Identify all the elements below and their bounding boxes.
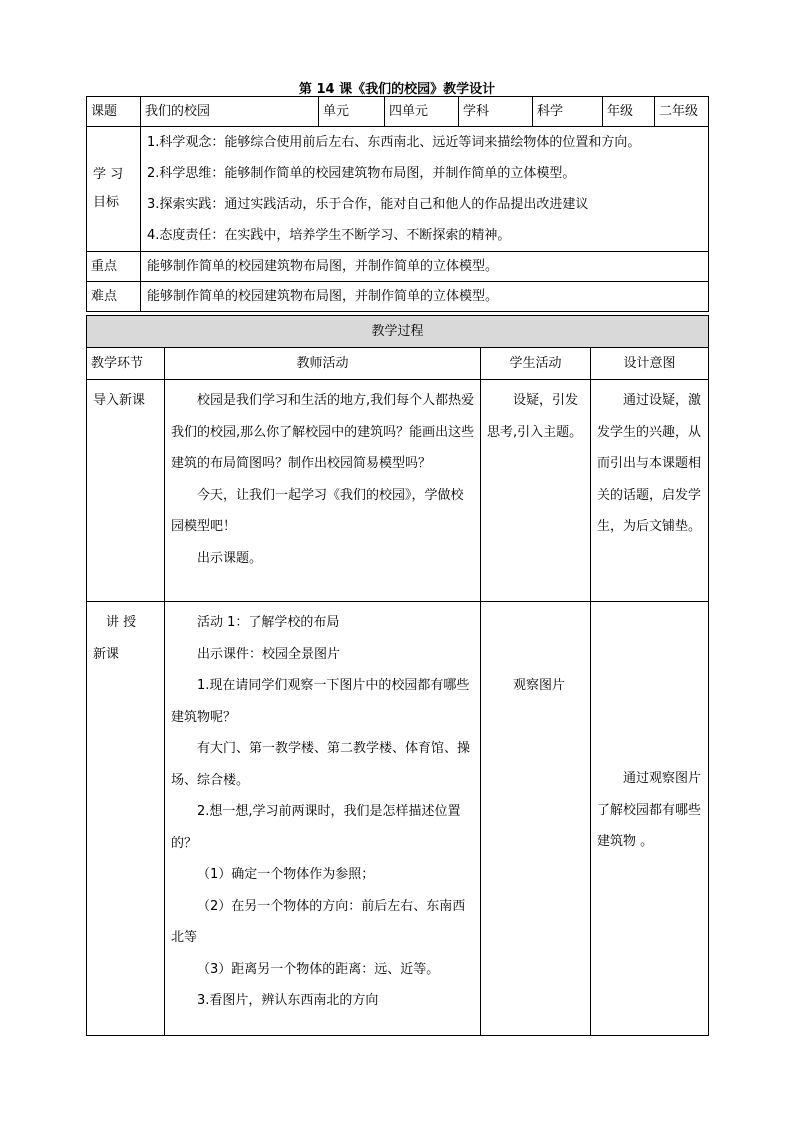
intro-design-intent: [591, 380, 709, 602]
key-point-value: 能够制作简单的校园建筑物布局图，并制作简单的立体模型。: [141, 252, 709, 282]
intro-student-activity: [481, 380, 591, 602]
goals-label: [87, 127, 141, 252]
lesson-answer-1: 有大门、第一教学楼、第二教学楼、体育馆、操场、综合楼。: [171, 741, 471, 788]
document-title: 第 14 课《我们的校园》教学设计: [298, 82, 496, 97]
difficulty-value: 能够制作简单的校园建筑物布局图，并制作简单的立体模型。: [141, 282, 709, 312]
lesson-intent-text: 通过观察图片了解校园都有哪些建筑物 。: [597, 771, 702, 849]
process-header-row: [87, 316, 709, 348]
col-intent-header: 设计意图: [591, 348, 709, 380]
lesson-question-2: 2.想一想,学习前两课时，我们是怎样描述位置的？: [171, 804, 461, 851]
grade-label: 年级: [603, 97, 655, 127]
topic-value: 我们的校园: [141, 97, 319, 127]
lesson-step-1: （1）确定一个物体作为参照；: [197, 867, 375, 882]
intro-teacher-paragraph: 今天，让我们一起学习《我们的校园》，学做校园模型吧！: [171, 487, 464, 534]
lesson-question-3: 3.看图片，辨认东西南北的方向: [197, 993, 379, 1008]
lesson-step-2: （2）在另一个物体的方向：前后左右、东南西北等: [171, 898, 466, 945]
goal-item: 2.科学思维：能够制作简单的校园建筑物布局图，并制作简单的立体模型。: [147, 166, 576, 181]
subject-value: 科学: [533, 97, 603, 127]
lesson-stage-line-1: 讲 授: [106, 615, 137, 630]
difficulty-row: [87, 282, 709, 312]
goal-item: 3.探索实践：通过实践活动，乐于合作，能对自己和他人的作品提出改进建议: [147, 197, 589, 212]
difficulty-label: 难点: [87, 282, 141, 312]
process-header: 教学过程: [87, 316, 709, 348]
col-student-header: 学生活动: [481, 348, 591, 380]
lesson-activity-title: 活动 1：了解学校的布局: [197, 615, 340, 630]
col-teacher-header: 教师活动: [165, 348, 481, 380]
key-point-row: [87, 252, 709, 282]
lesson-row: [87, 602, 709, 1036]
info-table: [86, 96, 709, 312]
intro-teacher-activity: [165, 380, 481, 602]
intro-stage: 导入新课: [87, 380, 165, 602]
goals-row: [87, 127, 709, 252]
goals-label-line-2: 目标: [93, 195, 120, 210]
lesson-courseware: 出示课件：校园全景图片: [197, 646, 341, 662]
intro-teacher-paragraph: 校园是我们学习和生活的地方,我们每个人都热爱我们的校园,那么你了解校园中的建筑吗？能画出这些建筑的布局简图吗？制作出校园简易模型吗？: [171, 393, 475, 471]
lesson-step-3: （3）距离另一个物体的距离：远、近等。: [197, 961, 440, 977]
intro-intent-text: 通过设疑，激发学生的兴趣，从而引出与本课题相关的话题，启发学生，为后文铺垫。: [597, 393, 702, 534]
goals-label-line-1: 学 习: [93, 167, 124, 182]
info-row: [87, 97, 709, 127]
topic-label: 课题: [87, 97, 141, 127]
col-stage-header: 教学环节: [87, 348, 165, 380]
subject-label: 学科: [459, 97, 533, 127]
goals-list: [141, 127, 709, 252]
grade-value: 二年级: [655, 97, 709, 127]
goal-item: 4.态度责任：在实践中，培养学生不断学习、不断探索的精神。: [147, 228, 511, 243]
lesson-student-activity: [481, 602, 591, 1036]
intro-student-text: 设疑，引发思考,引入主题。: [487, 393, 583, 440]
lesson-student-text: 观察图片: [513, 678, 566, 693]
key-point-label: 重点: [87, 252, 141, 282]
lesson-stage: [87, 602, 165, 1036]
lesson-question-1: 1.现在请同学们观察一下图片中的校园都有哪些建筑物呢？: [171, 678, 470, 725]
intro-teacher-paragraph: 出示课题。: [197, 550, 263, 566]
lesson-design-intent: [591, 602, 709, 1036]
unit-label: 单元: [319, 97, 385, 127]
process-table: [86, 315, 709, 1036]
column-header-row: [87, 348, 709, 380]
lesson-teacher-activity: [165, 602, 481, 1036]
unit-value: 四单元: [385, 97, 459, 127]
intro-row: [87, 380, 709, 602]
goal-item: 1.科学观念：能够综合使用前后左右、东西南北、远近等词来描绘物体的位置和方向。: [147, 135, 641, 150]
lesson-stage-line-2: 新课: [93, 646, 120, 662]
